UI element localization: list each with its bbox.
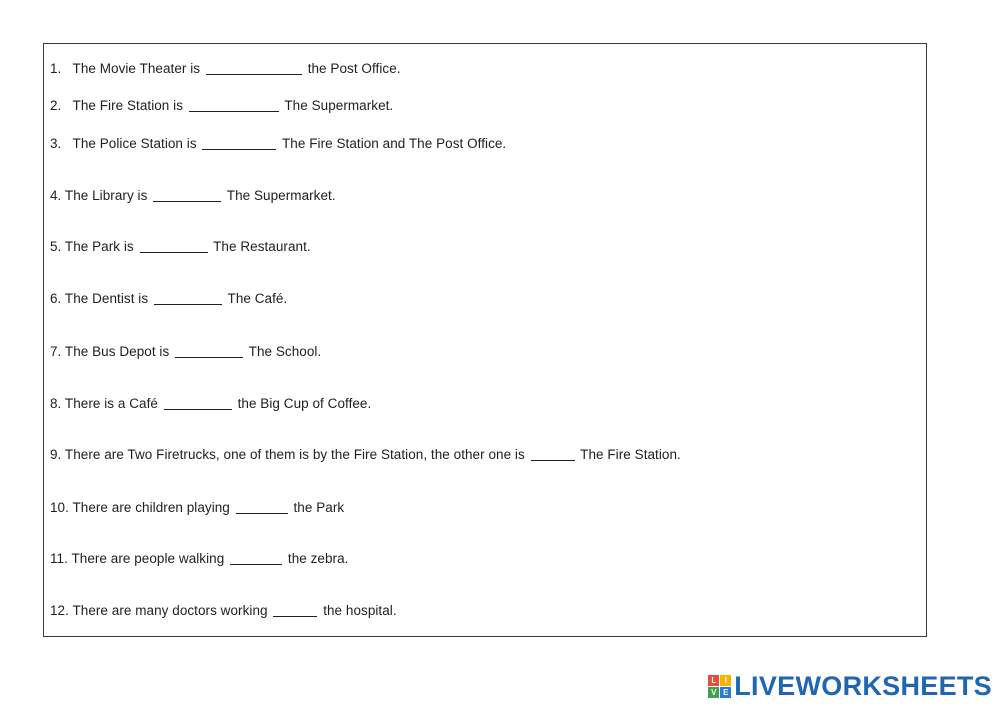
answer-blank-9[interactable] (531, 449, 575, 461)
answer-blank-3[interactable] (202, 138, 276, 150)
question-12-before: 12. There are many doctors working (50, 603, 268, 618)
question-3-after: The Fire Station and The Post Office. (282, 136, 507, 151)
question-12 (50, 603, 397, 619)
question-12-after: the hospital. (323, 603, 397, 618)
question-8-before: 8. There is a Café (50, 396, 158, 411)
answer-blank-2[interactable] (189, 100, 279, 112)
question-10 (50, 500, 344, 516)
question-10-after: the Park (293, 500, 345, 515)
question-8 (50, 396, 371, 412)
logo-cube-letter-i: I (720, 675, 731, 686)
question-7-after: The School. (248, 344, 322, 359)
question-4 (50, 188, 336, 204)
question-9-after: The Fire Station. (580, 447, 681, 462)
question-4-after: The Supermarket. (226, 188, 336, 203)
answer-blank-4[interactable] (153, 190, 221, 202)
question-8-after: the Big Cup of Coffee. (237, 396, 372, 411)
question-5-after: The Restaurant. (213, 239, 311, 254)
question-11-after: the zebra. (287, 551, 349, 566)
question-1-after: the Post Office. (307, 61, 401, 76)
answer-blank-1[interactable] (206, 63, 302, 75)
question-2-before: 2. The Fire Station is (50, 98, 184, 113)
question-7-before: 7. The Bus Depot is (50, 344, 170, 359)
question-7 (50, 344, 321, 360)
logo-cube-icon (708, 675, 731, 698)
liveworksheets-logo[interactable] (708, 671, 992, 701)
question-9-before: 9. There are Two Firetrucks, one of them is by the Fire Station, the other one is (50, 447, 525, 462)
question-2-after: The Supermarket. (284, 98, 394, 113)
worksheet-frame (43, 43, 927, 637)
question-4-before: 4. The Library is (50, 188, 148, 203)
question-2 (50, 98, 393, 114)
question-11-before: 11. There are people walking (50, 551, 225, 566)
answer-blank-7[interactable] (175, 346, 243, 358)
logo-cube-letter-e: E (720, 687, 731, 698)
question-3-before: 3. The Police Station is (50, 136, 197, 151)
answer-blank-8[interactable] (164, 398, 232, 410)
answer-blank-10[interactable] (236, 502, 288, 514)
answer-blank-11[interactable] (230, 553, 282, 565)
answer-blank-6[interactable] (154, 293, 222, 305)
question-6-after: The Café. (227, 291, 288, 306)
logo-cube-letter-v: V (708, 687, 719, 698)
question-9 (50, 447, 681, 463)
question-3 (50, 136, 506, 152)
question-10-before: 10. There are children playing (50, 500, 230, 515)
question-6 (50, 291, 287, 307)
question-11 (50, 551, 348, 567)
question-5-before: 5. The Park is (50, 239, 134, 254)
question-6-before: 6. The Dentist is (50, 291, 149, 306)
question-1 (50, 61, 401, 77)
question-1-before: 1. The Movie Theater is (50, 61, 201, 76)
logo-cube-letter-l: L (708, 675, 719, 686)
question-5 (50, 239, 311, 255)
logo-wordmark: LIVEWORKSHEETS (734, 671, 992, 701)
answer-blank-12[interactable] (273, 605, 317, 617)
answer-blank-5[interactable] (140, 241, 208, 253)
